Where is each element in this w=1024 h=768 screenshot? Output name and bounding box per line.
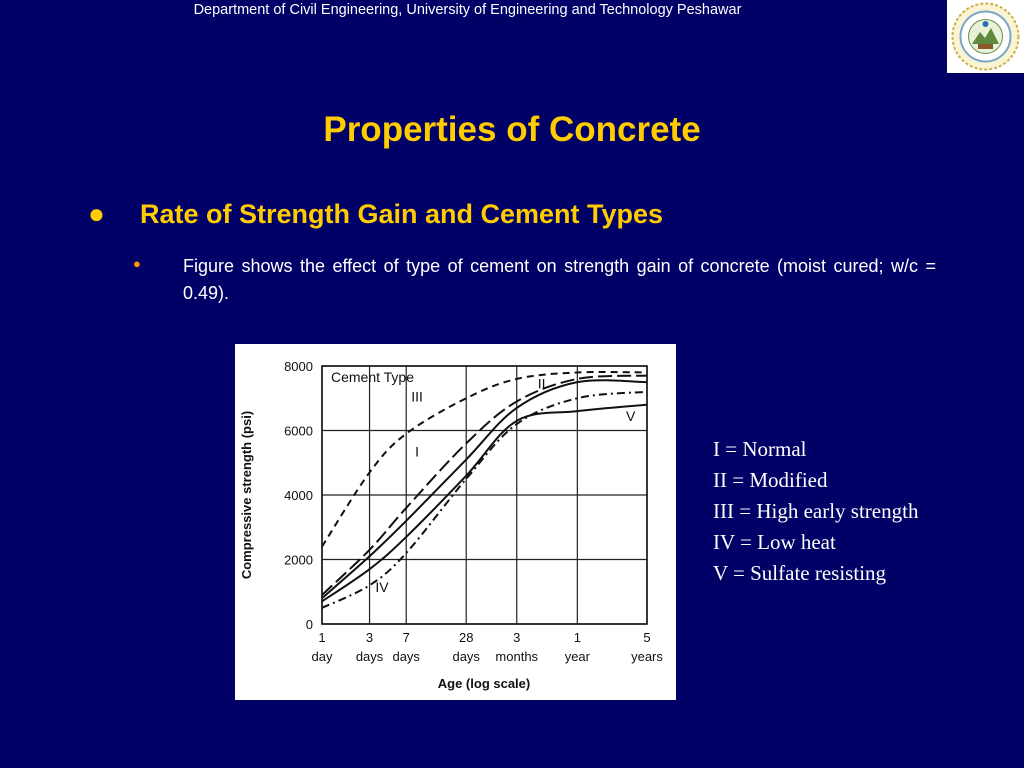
curve-label-iv: IV (375, 578, 389, 595)
sub-bullet-dot-icon: ● (133, 256, 141, 271)
series-line-type-v (322, 405, 647, 602)
cement-type-legend (713, 434, 918, 589)
x-tick-sublabel: day (311, 649, 333, 664)
seal-icon (947, 0, 1024, 73)
x-tick-sublabel: days (452, 649, 480, 664)
x-tick-sublabel: years (631, 649, 663, 664)
series-line-type-ii (322, 380, 647, 598)
y-tick-label: 2000 (284, 552, 313, 568)
curve-label-iii: III (411, 388, 423, 405)
curve-label-i: I (415, 443, 420, 460)
y-tick-label: 6000 (284, 423, 313, 439)
legend-item-high-early: III = High early strength (713, 499, 919, 523)
chart-legend-title: Cement Type (331, 369, 415, 385)
x-tick-label: 28 (458, 630, 474, 645)
x-tick-label: 7 (402, 630, 410, 645)
legend-item-low-heat: IV = Low heat (713, 530, 836, 554)
bullet-sub-text: Figure shows the effect of type of cement on strength gain of concrete (moist cured; w/c = 0.49). (183, 256, 936, 303)
x-tick-label: 3 (513, 630, 521, 645)
header-department: Department of Civil Engineering, University of Engineering and Technology Peshawar (193, 2, 742, 18)
page-title: Properties of Concrete (323, 110, 701, 149)
chart-grid (322, 366, 647, 624)
series-line-type-iv (322, 392, 647, 608)
curve-label-v: V (625, 407, 636, 424)
chart-xlabel: Age (log scale) (437, 676, 531, 691)
y-tick-label: 0 (305, 617, 313, 632)
x-tick-label: 3 (365, 630, 374, 645)
y-tick-label: 8000 (284, 359, 313, 374)
legend-item-sulfate: V = Sulfate resisting (713, 561, 887, 585)
x-tick-sublabel: year (564, 649, 590, 664)
x-tick-sublabel: days (392, 649, 420, 664)
x-tick-sublabel: days (355, 649, 384, 664)
chart-ylabel: Compressive strength (psi) (239, 410, 254, 580)
x-tick-label: 1 (318, 630, 326, 645)
university-logo (947, 0, 1024, 73)
bullet-dot-icon: ● (88, 198, 105, 229)
x-tick-label: 1 (573, 630, 581, 645)
strength-chart-svg (235, 344, 676, 700)
x-tick-sublabel: months (495, 649, 539, 664)
curve-label-ii: II (537, 375, 546, 392)
chart-series (322, 372, 647, 608)
strength-chart (235, 344, 676, 700)
x-tick-label: 5 (643, 630, 651, 645)
y-tick-label: 4000 (284, 488, 313, 503)
legend-item-modified: II = Modified (713, 468, 828, 492)
bullet-heading: Rate of Strength Gain and Cement Types (140, 199, 664, 229)
chart-ticks (284, 359, 663, 664)
legend-item-normal: I = Normal (713, 437, 807, 461)
series-line-type-iii (322, 372, 647, 547)
